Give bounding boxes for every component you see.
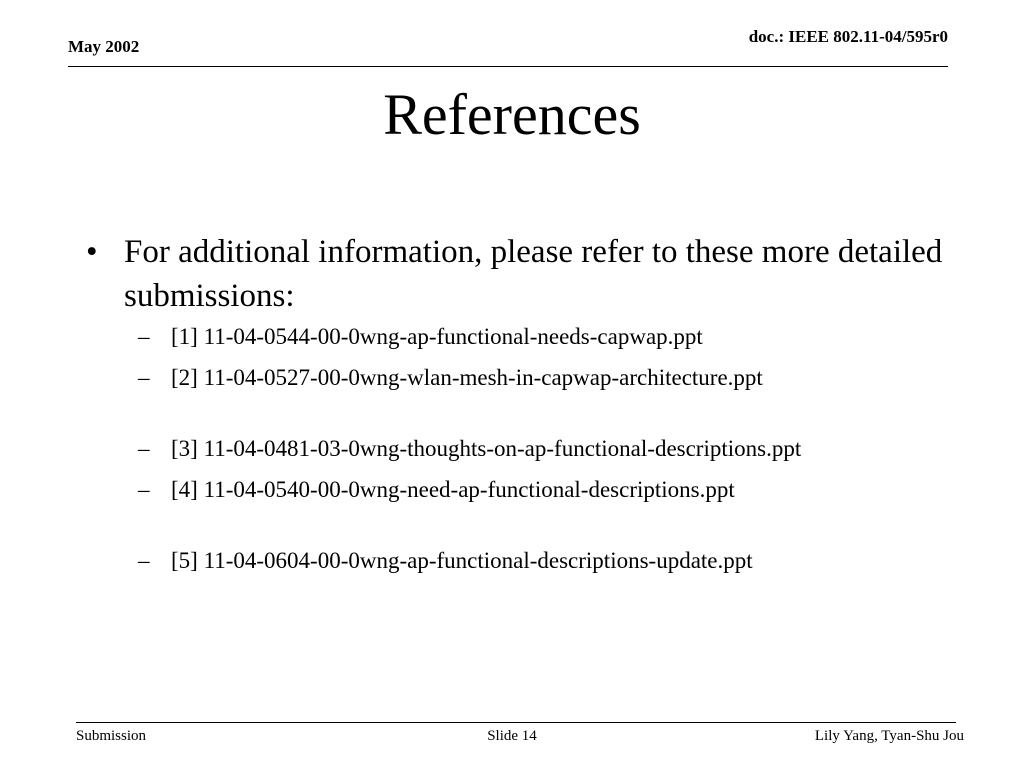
header-divider <box>68 66 948 67</box>
reference-list <box>138 322 946 576</box>
doc-label: doc.: <box>748 27 785 46</box>
dash-icon: – <box>138 477 150 502</box>
dash-icon: – <box>138 324 150 349</box>
footer-divider <box>76 722 956 723</box>
reference-item <box>138 546 946 576</box>
header-date: May 2002 <box>68 37 140 56</box>
reference-text: [3] 11-04-0481-03-0wng-thoughts-on-ap-functional-descriptions.ppt <box>171 436 802 461</box>
main-bullet-text: For additional information, please refer to these more detailed submissions: <box>124 234 943 314</box>
reference-text: [5] 11-04-0604-00-0wng-ap-functional-descriptions-update.ppt <box>171 548 753 573</box>
slide-content <box>86 230 946 587</box>
dash-icon: – <box>138 365 150 390</box>
reference-item <box>138 363 946 393</box>
doc-number: IEEE 802.11-04/595r0 <box>788 27 948 46</box>
reference-text: [1] 11-04-0544-00-0wng-ap-functional-needs-capwap.ppt <box>171 324 703 349</box>
bullet-icon: • <box>86 234 98 270</box>
dash-icon: – <box>138 548 150 573</box>
reference-item <box>138 475 946 505</box>
reference-item <box>138 322 946 352</box>
slide-title: References <box>383 82 641 147</box>
reference-item <box>138 434 946 464</box>
footer-slide-number: Slide 14 <box>487 728 537 744</box>
dash-icon: – <box>138 436 150 461</box>
reference-text: [4] 11-04-0540-00-0wng-need-ap-functional-descriptions.ppt <box>171 477 735 502</box>
main-bullet <box>86 230 946 318</box>
reference-text: [2] 11-04-0527-00-0wng-wlan-mesh-in-capwap-architecture.ppt <box>171 365 763 390</box>
footer-submission: Submission <box>76 728 147 744</box>
header-doc-id <box>749 27 948 47</box>
footer-authors: Lily Yang, Tyan-Shu Jou <box>814 728 964 744</box>
